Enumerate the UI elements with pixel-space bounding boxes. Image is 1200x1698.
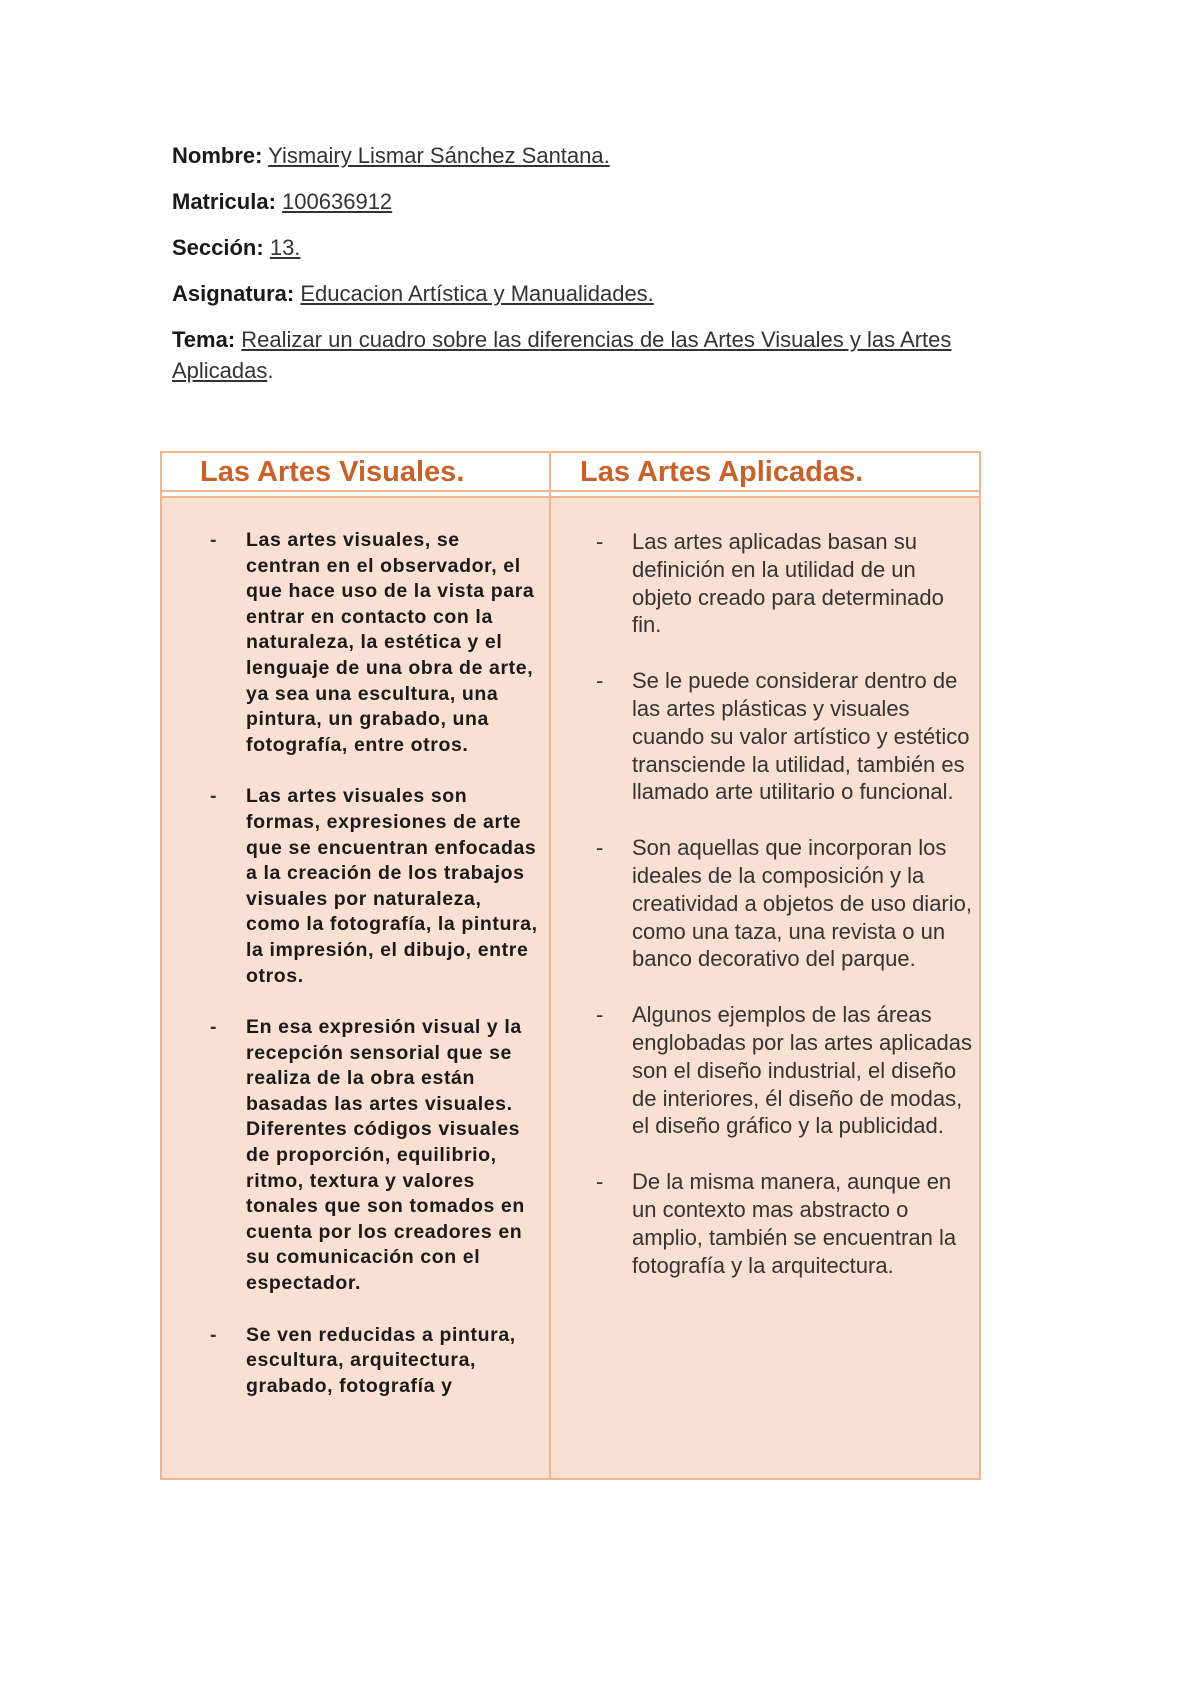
list-item-text: Las artes aplicadas basan su definición en la utilidad de un objeto creado para determinado fin. — [632, 529, 944, 638]
field-nombre — [172, 140, 1052, 171]
field-asignatura — [172, 278, 1052, 309]
tema-label: Tema: — [172, 327, 236, 352]
bullet-dash: - — [596, 529, 604, 554]
asignatura-value: Educacion Artística y Manualidades. — [300, 281, 654, 306]
artes-aplicadas-list — [596, 528, 976, 1307]
list-item — [210, 784, 540, 989]
bullet-dash: - — [596, 1002, 604, 1028]
list-item-text: Son aquellas que incorporan los ideales de la composición y la creatividad a objetos de uso diario, como una taza, una revista o un banco decorativo del parque. — [632, 835, 972, 972]
bullet-dash: - — [210, 785, 218, 808]
bullet-dash: - — [596, 668, 604, 694]
list-item-text: Las artes visuales son formas, expresiones de arte que se encuentran enfocadas a la creación de los trabajos visuales por naturaleza, como la fotografía, la pintura, la impresión, el dibujo, entre otros. — [246, 785, 538, 987]
field-seccion — [172, 232, 1052, 263]
list-item — [596, 834, 976, 973]
student-info — [172, 140, 1052, 401]
list-item — [596, 1001, 976, 1140]
list-item-text: En esa expresión visual y la recepción sensorial que se realiza de la obra están basadas las artes visuales. Diferentes códigos visuales de proporción, equilibrio, ritmo, textura y valores tonales que son tomados en cuenta por los creadores en su comunicación con el espectador. — [246, 1016, 525, 1295]
field-matricula — [172, 186, 1052, 217]
field-tema — [172, 324, 1052, 386]
column-title-artes-aplicadas: Las Artes Aplicadas. — [580, 456, 864, 488]
list-item-text: Se le puede considerar dentro de las artes plásticas y visuales cuando su valor artístico y estético transciende la utilidad, también es llamado arte utilitario o funcional. — [632, 668, 970, 805]
matricula-value: 100636912 — [282, 189, 393, 214]
seccion-label: Sección: — [172, 235, 264, 260]
asignatura-label: Asignatura: — [172, 281, 295, 306]
list-item-text: Algunos ejemplos de las áreas englobadas por las artes aplicadas son el diseño industrial, el diseño de interiores, él diseño de modas, el diseño gráfico y la publicidad. — [632, 1002, 973, 1139]
tema-trail: . — [267, 358, 274, 383]
column-artes-visuales — [162, 496, 549, 1478]
list-item — [596, 1168, 976, 1279]
tema-value: Realizar un cuadro sobre las diferencias de las Artes Visuales y las Artes Aplicadas — [172, 327, 952, 383]
table-header-row — [162, 453, 979, 492]
list-item — [210, 1015, 540, 1297]
nombre-label: Nombre: — [172, 143, 263, 168]
list-item — [210, 528, 540, 758]
bullet-dash: - — [210, 529, 218, 551]
list-item — [210, 1323, 540, 1400]
seccion-value: 13. — [269, 235, 301, 260]
column-artes-aplicadas — [551, 496, 979, 1478]
nombre-value: Yismairy Lismar Sánchez Santana. — [268, 143, 610, 168]
column-divider — [549, 453, 551, 1478]
bullet-dash: - — [596, 1169, 604, 1195]
artes-visuales-list — [210, 528, 540, 1425]
list-item-text: Las artes visuales, se centran en el observador, el que hace uso de la vista para entrar en contacto con la naturaleza, la estética y el lenguaje de una obra de arte, ya sea una escultura, una pintura, un grabado, una fotografía, entre otros. — [246, 529, 535, 756]
comparison-table — [160, 451, 981, 1480]
bullet-dash: - — [596, 835, 604, 861]
list-item-text: Se ven reducidas a pintura, escultura, arquitectura, grabado, fotografía y — [246, 1323, 516, 1397]
list-item — [596, 528, 976, 639]
bullet-dash: - — [210, 1323, 218, 1346]
matricula-label: Matricula: — [172, 189, 276, 214]
list-item — [596, 667, 976, 806]
list-item-text: De la misma manera, aunque en un contexto mas abstracto o amplio, también se encuentran la fotografía y la arquitectura. — [632, 1169, 957, 1278]
column-title-artes-visuales: Las Artes Visuales. — [200, 456, 465, 488]
bullet-dash: - — [210, 1016, 218, 1039]
